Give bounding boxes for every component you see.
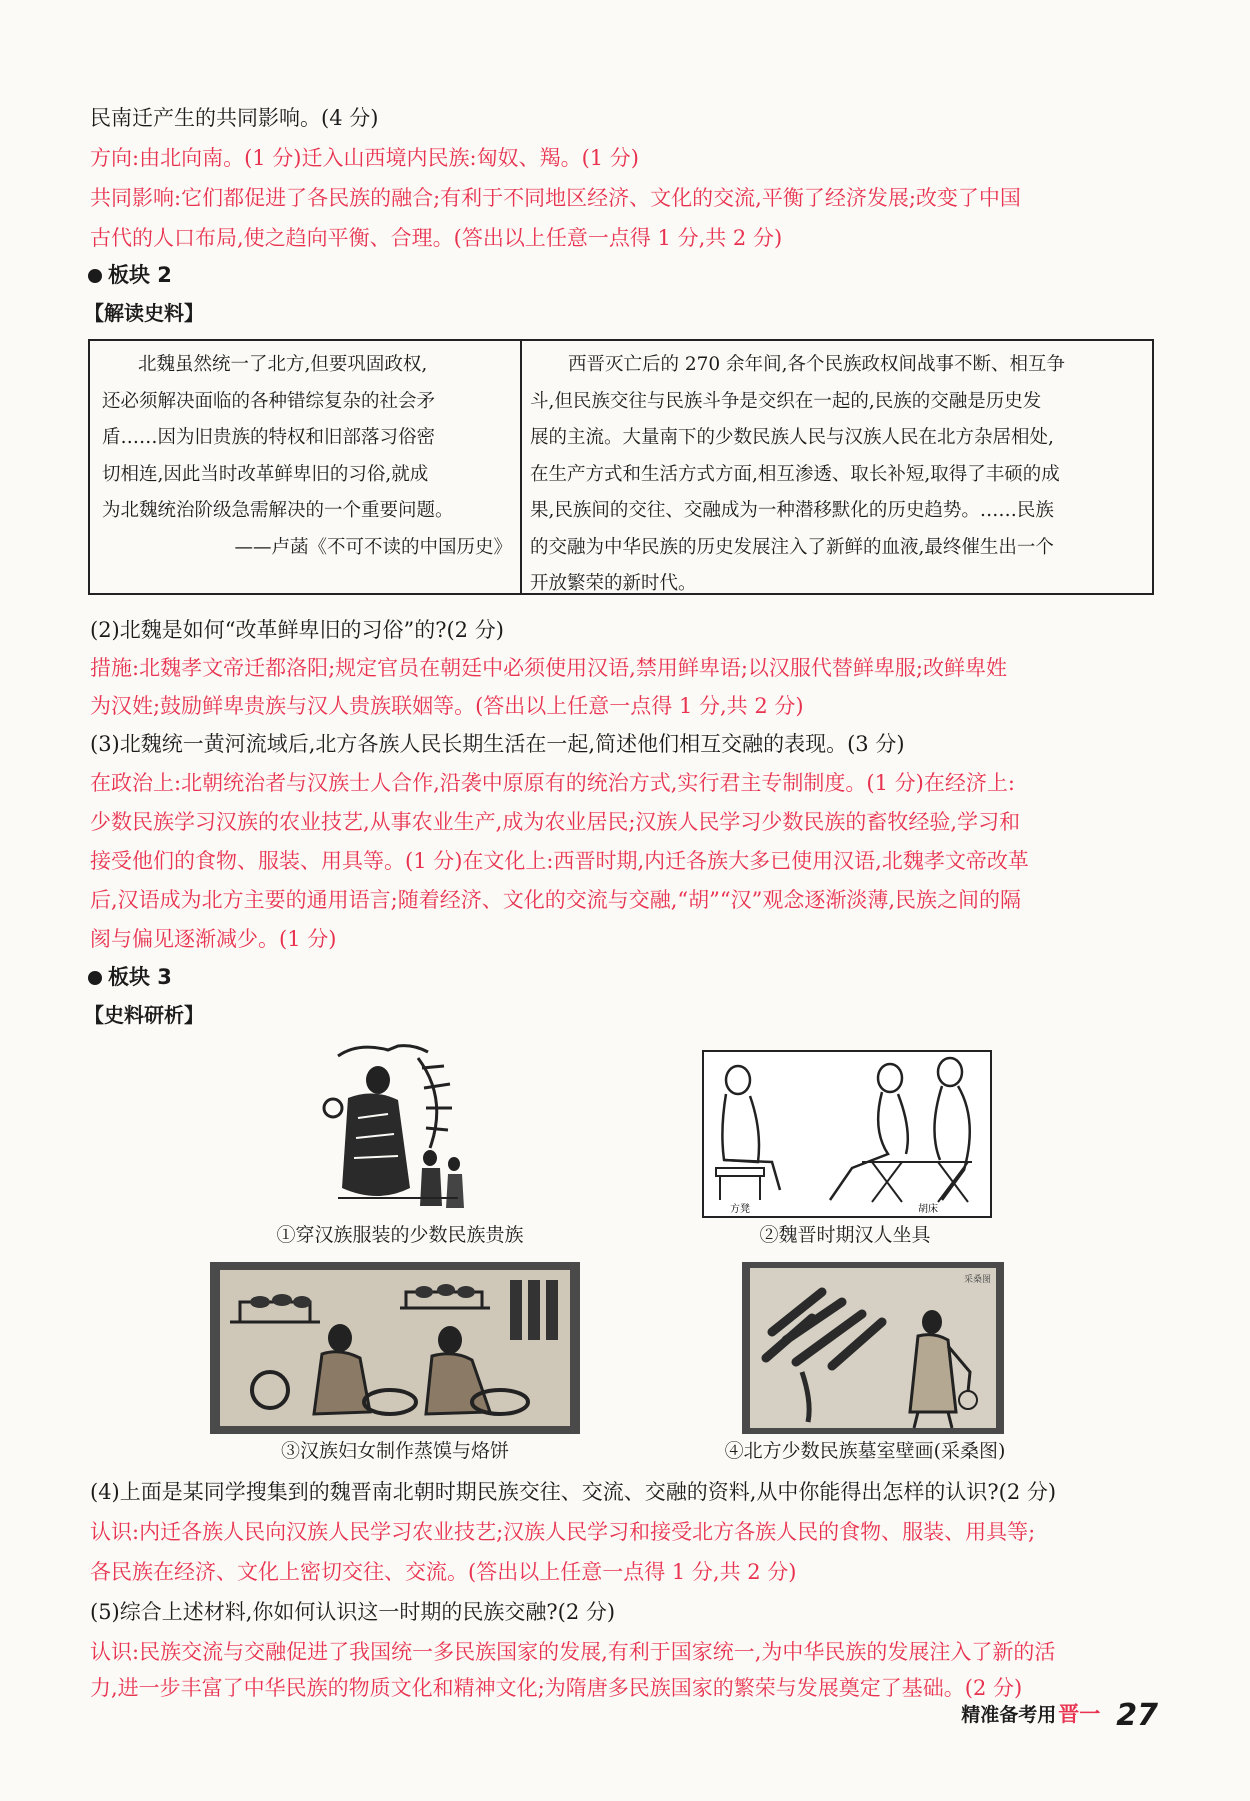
right-material [530,347,1148,603]
q5-answer-line-1: 认识:民族交流与交融促进了我国统一多民族国家的发展,有利于国家统一,为中华民族的发展注入了新的活 [90,1640,1056,1664]
block2-subtitle: 【解读史料】 [84,301,204,325]
left-material-line: 切相连,因此当时改革鲜卑旧的习俗,就成 [102,463,429,485]
q1-answer-impact-line-2: 古代的人口布局,使之趋向平衡、合理。(答出以上任意一点得 1 分,共 2 分) [90,226,783,250]
q2-answer-line-1: 措施:北魏孝文帝迁都洛阳;规定官员在朝廷中必须使用汉语,禁用鲜卑语;以汉服代替鲜卑服;改鲜卑姓 [90,656,1007,680]
q5-answer-line-2: 力,进一步丰富了中华民族的物质文化和精神文化;为隋唐多民族国家的繁荣与发展奠定了基础。(2 分) [90,1676,1023,1700]
block2-title-text: 板块 2 [108,263,172,287]
q1-tail: 民南迁产生的共同影响。(4 分) [90,106,379,130]
q2-answer-line-2: 为汉姓;鼓励鲜卑贵族与汉人贵族联姻等。(答出以上任意一点得 1 分,共 2 分) [90,694,804,718]
right-material-line: 开放繁荣的新时代。 [530,573,697,594]
figure-1-caption: ①穿汉族服装的少数民族贵族 [276,1224,524,1246]
right-material-line: 的交融为中华民族的历史发展注入了新鲜的血液,最终催生出一个 [530,536,1054,558]
figure-4-caption: ④北方少数民族墓室壁画(采桑图) [724,1440,1006,1462]
footer-mark: 晋一 [1058,1702,1101,1726]
q1-answer-direction: 方向:由北向南。(1 分)迁入山西境内民族:匈奴、羯。(1 分) [90,146,639,170]
left-material-line: 为北魏统治阶级急需解决的一个重要问题。 [102,500,454,521]
bullet-icon [88,971,102,985]
right-material-line: 果,民族间的交往、交融成为一种潜移默化的历史趋势。……民族 [530,500,1054,521]
q3-answer-line-1: 在政治上:北朝统治者与汉族士人合作,沿袭中原原有的统治方式,实行君主专制制度。(1 分)在经济上: [90,771,1015,795]
q3-answer-line-5: 阂与偏见逐渐减少。(1 分) [90,927,337,951]
figure-1-noble-illustration [318,1038,468,1216]
figure-2-label-stool: 方凳 [730,1204,750,1215]
page-footer [961,1698,1158,1733]
left-material-line: 盾……因为旧贵族的特权和旧部落习俗密 [102,427,436,448]
figure-2-seating-illustration [702,1050,992,1218]
block2-title [88,258,172,292]
figure-2-caption: ②魏晋时期汉人坐具 [759,1224,931,1246]
figure-2-label-folding-chair: 胡床 [918,1204,938,1215]
left-material-line: 还必须解决面临的各种错综复杂的社会矛 [102,390,436,412]
figure-3-mural-illustration [210,1262,580,1434]
right-material-line: 展的主流。大量南下的少数民族人民与汉族人民在北方杂居相处, [530,427,1054,448]
source-material-box [88,339,1154,595]
box-divider [520,341,522,593]
q4-answer-line-2: 各民族在经济、文化上密切交往、交流。(答出以上任意一点得 1 分,共 2 分) [90,1560,797,1584]
figure-4-label-mural-title: 采桑图 [964,1275,992,1285]
block3-title-text: 板块 3 [108,965,172,989]
right-material-line: 在生产方式和生活方式方面,相互渗透、取长补短,取得了丰硕的成 [530,463,1060,485]
figure-3-caption: ③汉族妇女制作蒸馍与烙饼 [280,1440,509,1462]
q2-question: (2)北魏是如何“改革鲜卑旧的习俗”的?(2 分) [90,618,504,642]
figure-4-mural-illustration [742,1262,1004,1434]
left-material-source: ——卢菡《不可不读的中国历史》 [234,536,512,558]
q4-answer-line-1: 认识:内迁各族人民向汉族人民学习农业技艺;汉族人民学习和接受北方各族人民的食物、服装、用具等; [90,1520,1036,1544]
page-number: 27 [1116,1698,1158,1733]
q3-answer-line-4: 后,汉语成为北方主要的通用语言;随着经济、文化的交流与交融,“胡”“汉”观念逐渐淡薄,民族之间的隔 [90,888,1022,912]
left-material [102,347,512,566]
right-material-line: 西晋灭亡后的 270 余年间,各个民族政权间战事不断、相互争 [568,354,1065,375]
block3-subtitle: 【史料研析】 [84,1003,204,1027]
q3-answer-line-3: 接受他们的食物、服装、用具等。(1 分)在文化上:西晋时期,内迁各族大多已使用汉语,北魏孝文帝改革 [90,849,1029,873]
bullet-icon [88,269,102,283]
footer-brand: 精准备考用 [961,1704,1057,1726]
q1-answer-impact-line-1: 共同影响:它们都促进了各民族的融合;有利于不同地区经济、文化的交流,平衡了经济发展;改变了中国 [90,186,1021,210]
q3-question: (3)北魏统一黄河流域后,北方各族人民长期生活在一起,简述他们相互交融的表现。(3 分) [90,732,905,756]
right-material-line: 斗,但民族交往与民族斗争是交织在一起的,民族的交融是历史发 [530,390,1042,412]
block3-title [88,960,172,994]
q5-question: (5)综合上述材料,你如何认识这一时期的民族交融?(2 分) [90,1600,616,1624]
q4-question: (4)上面是某同学搜集到的魏晋南北朝时期民族交往、交流、交融的资料,从中你能得出怎样的认识?(2 分) [90,1480,1057,1504]
q3-answer-line-2: 少数民族学习汉族的农业技艺,从事农业生产,成为农业居民;汉族人民学习少数民族的畜牧经验,学习和 [90,810,1021,834]
left-material-line: 北魏虽然统一了北方,但要巩固政权, [138,354,428,375]
